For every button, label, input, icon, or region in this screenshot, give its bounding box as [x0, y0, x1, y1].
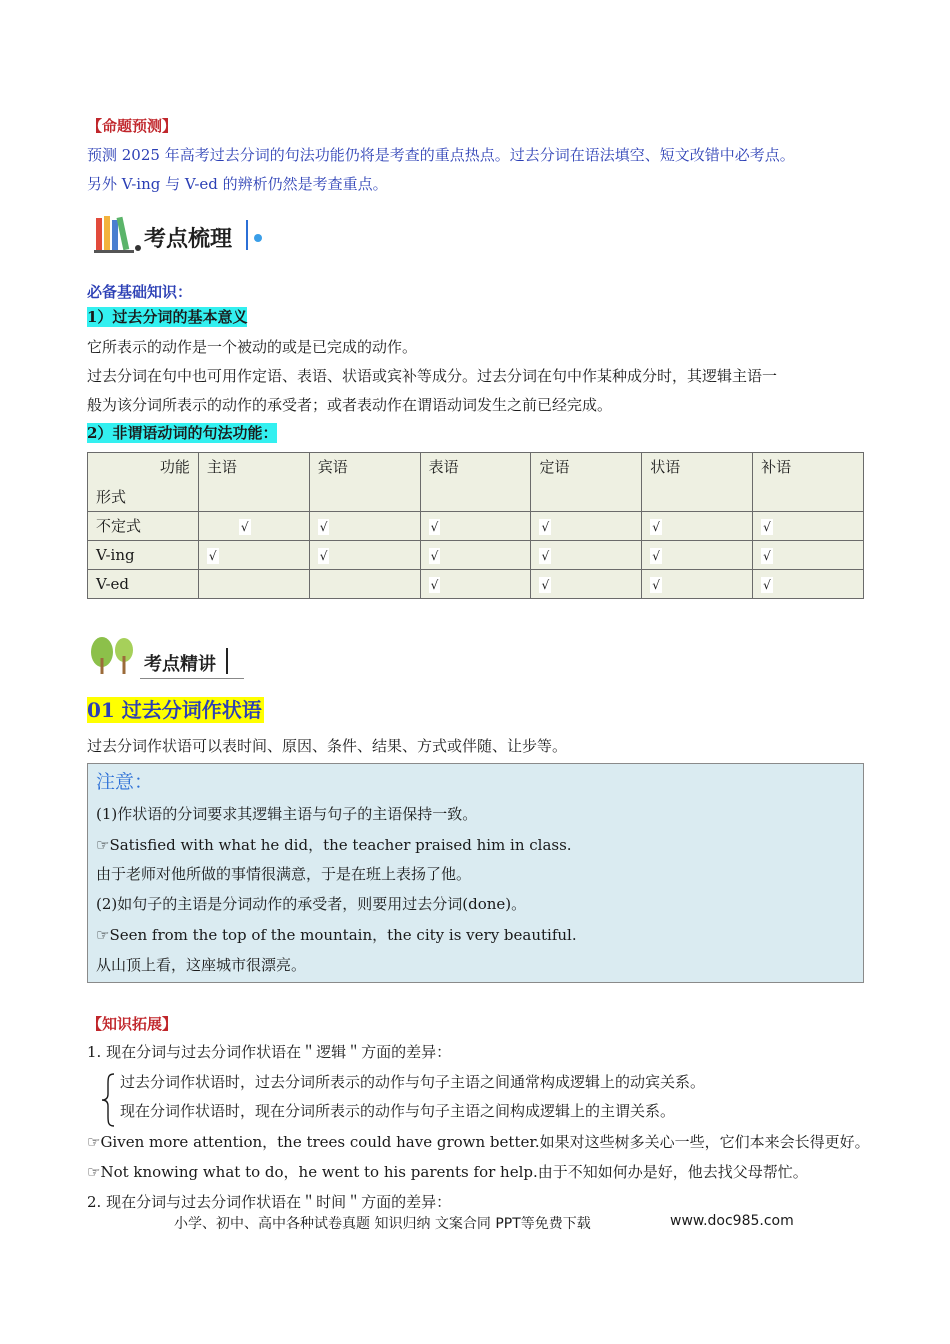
table-col-header: 表语	[420, 453, 531, 512]
note-title: 注意：	[96, 771, 154, 793]
expansion-item2: 2. 现在分词与过去分词作状语在＂时间＂方面的差异：	[87, 1193, 452, 1211]
table-col-header: 补语	[753, 453, 864, 512]
check-mark: √	[541, 520, 550, 534]
table-cell	[309, 570, 420, 599]
check-mark: √	[652, 549, 660, 563]
expansion-example2: ☞Not knowing what to do，he went to his parents for help.由于不知如何办是好，他去找父母帮忙。	[87, 1163, 808, 1181]
banner-cursor-bar	[246, 220, 248, 250]
table-row	[88, 512, 864, 541]
basics-heading: 必备基础知识：	[87, 283, 193, 301]
basics-p1: 它所表示的动作是一个被动的或是已完成的动作。	[87, 338, 418, 356]
table-cell	[642, 541, 753, 570]
table-col-header: 宾语	[309, 453, 420, 512]
check-mark: √	[240, 520, 249, 534]
expansion-heading: 【知识拓展】	[87, 1015, 178, 1033]
table-cell	[198, 541, 309, 570]
note-line: (1)作状语的分词要求其逻辑主语与句子的主语保持一致。	[96, 805, 478, 823]
table-cell	[531, 512, 642, 541]
table-col-header: 定语	[531, 453, 642, 512]
expansion-item1: 1. 现在分词与过去分词作状语在＂逻辑＂方面的差异：	[87, 1043, 452, 1061]
table-cell	[420, 541, 531, 570]
check-mark: √	[652, 578, 660, 592]
table-cell	[531, 541, 642, 570]
syntax-function-table	[87, 452, 864, 599]
check-mark: √	[208, 549, 217, 563]
corner-function-label: 功能	[159, 458, 190, 476]
table-row	[88, 570, 864, 599]
table-row-label: V-ing	[88, 541, 199, 570]
prediction-text-line2: 另外 V-ing 与 V-ed 的辨析仍然是考查重点。	[87, 175, 388, 193]
table-row-label: V-ed	[88, 570, 199, 599]
check-mark: √	[430, 549, 439, 563]
banner-title-explain: 考点精讲	[144, 654, 216, 675]
brace-line-a: 过去分词作状语时，过去分词所表示的动作与句子主语之间通常构成逻辑上的动宾关系。	[120, 1073, 706, 1091]
table-col-header: 状语	[642, 453, 753, 512]
section-intro: 过去分词作状语可以表时间、原因、条件、结果、方式或伴随、让步等。	[87, 737, 568, 755]
note-line: ☞Satisfied with what he did，the teacher praised him in class.	[96, 836, 572, 854]
banner-title-review: 考点梳理	[144, 227, 233, 252]
check-mark: √	[541, 578, 550, 592]
banner-underline	[140, 678, 244, 679]
note-line: 从山顶上看，这座城市很漂亮。	[96, 956, 307, 974]
footer-text: 小学、初中、高中各种试卷真题 知识归纳 文案合同 PPT等免费下载	[174, 1216, 591, 1232]
table-col-header: 主语	[198, 453, 309, 512]
check-mark: √	[763, 520, 771, 534]
table-cell	[309, 512, 420, 541]
check-mark: √	[763, 549, 771, 563]
note-line: 由于老师对他所做的事情很满意，于是在班上表扬了他。	[96, 865, 472, 883]
basics-sub2: 2）非谓语动词的句法功能：	[87, 424, 278, 442]
prediction-heading: 【命题预测】	[87, 117, 178, 135]
brace-line-b: 现在分词作状语时，现在分词所表示的动作与句子主语之间构成逻辑上的主谓关系。	[120, 1102, 676, 1120]
corner-form-label: 形式	[96, 488, 127, 506]
trees-icon	[88, 636, 136, 676]
section-title-01: 01 过去分词作状语	[87, 698, 262, 722]
basics-p2: 过去分词在句中也可用作定语、表语、状语或宾补等成分。过去分词在句中作某种成分时，其逻辑主语一	[87, 367, 778, 385]
check-mark: √	[319, 549, 328, 563]
table-cell	[420, 512, 531, 541]
table-row	[88, 541, 864, 570]
footer-site-link[interactable]: www.doc985.com	[670, 1213, 794, 1229]
table-cell	[198, 570, 309, 599]
check-mark: √	[319, 520, 328, 534]
table-cell	[642, 512, 753, 541]
books-icon	[94, 214, 142, 254]
note-line: (2)如句子的主语是分词动作的承受者，则要用过去分词(done)。	[96, 895, 527, 913]
check-mark: √	[430, 578, 439, 592]
expansion-example1: ☞Given more attention，the trees could have grown better.如果对这些树多关心一些，它们本来会长得更好。	[87, 1133, 870, 1151]
check-mark: √	[763, 578, 771, 592]
note-line: ☞Seen from the top of the mountain，the city is very beautiful.	[96, 926, 577, 944]
section-banner-review	[94, 214, 274, 256]
basics-sub1: 1）过去分词的基本意义	[87, 308, 248, 326]
check-mark: √	[541, 549, 550, 563]
table-cell	[753, 512, 864, 541]
table-cell	[420, 570, 531, 599]
banner-cursor-bar	[226, 648, 228, 674]
table-cell	[642, 570, 753, 599]
table-cell	[198, 512, 309, 541]
table-cell	[753, 570, 864, 599]
brace-icon	[100, 1072, 116, 1128]
table-row-label: 不定式	[88, 512, 199, 541]
table-header-row	[88, 453, 864, 512]
table-cell	[531, 570, 642, 599]
check-mark: √	[652, 520, 660, 534]
note-box	[87, 763, 864, 983]
check-mark: √	[430, 520, 439, 534]
basics-p3: 般为该分词所表示的动作的承受者；或者表动作在谓语动词发生之前已经完成。	[87, 396, 613, 414]
table-cell	[753, 541, 864, 570]
banner-dot	[254, 234, 262, 242]
section-banner-explain	[88, 636, 248, 682]
table-cell	[309, 541, 420, 570]
prediction-text-line1: 预测 2025 年高考过去分词的句法功能仍将是考查的重点热点。过去分词在语法填空、短文改错中必考点。	[87, 146, 795, 164]
table-corner-cell	[88, 453, 199, 512]
